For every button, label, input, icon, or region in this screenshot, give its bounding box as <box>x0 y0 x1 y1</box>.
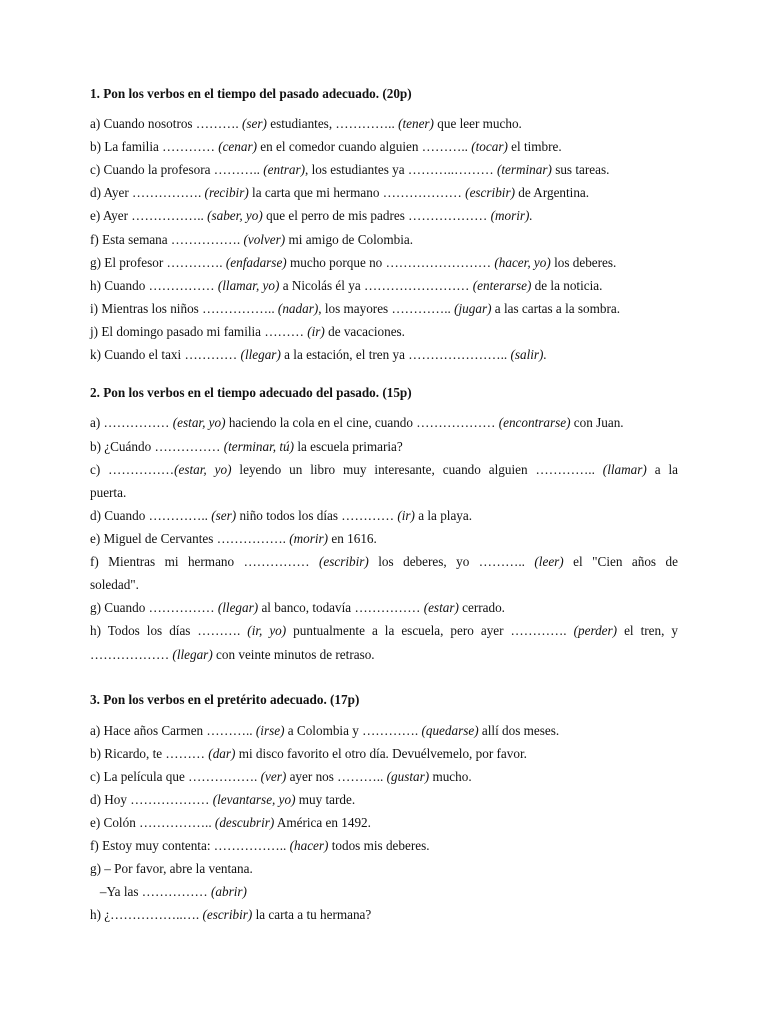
exercise-text: los deberes. <box>550 255 617 270</box>
exercise-text: j) El domingo pasado mi familia ……… <box>90 324 308 339</box>
exercise-text: el "Cien años de <box>563 554 678 569</box>
exercise-text: los deberes, yo ……….. <box>368 554 535 569</box>
exercise-text: de Argentina. <box>514 185 590 200</box>
exercise-text: , los mayores ………….. <box>318 301 455 316</box>
verb-hint: (quedarse) <box>421 723 479 738</box>
exercise-text: América en 1492. <box>274 815 371 830</box>
exercise-text: b) Ricardo, te ……… <box>90 746 209 761</box>
exercise-text: a Colombia y …………. <box>284 723 422 738</box>
verb-hint: (estar, yo) <box>172 415 226 430</box>
exercise-line <box>90 347 547 363</box>
exercise-text: puerta. <box>90 485 127 500</box>
exercise-line <box>90 508 472 524</box>
verb-hint: (tocar) <box>471 139 508 154</box>
exercise-text: b) La familia ………… <box>90 139 219 154</box>
exercise-text: g) El profesor …………. <box>90 255 226 270</box>
verb-hint: (ir) <box>397 508 415 523</box>
exercise-text: c) La película que ……………. <box>90 769 261 784</box>
verb-hint: (salir). <box>510 347 547 362</box>
verb-hint: (estar, yo) <box>174 462 232 477</box>
section-2-title: 2. Pon los verbos en el tiempo adecuado del pasado. (15p) <box>90 385 412 400</box>
exercise-text: e) Colón …………….. <box>90 815 215 830</box>
exercise-text: mi amigo de Colombia. <box>285 232 414 247</box>
verb-hint: (leer) <box>534 554 564 569</box>
exercise-line <box>90 139 562 155</box>
exercise-line <box>90 838 430 854</box>
verb-hint: (terminar, tú) <box>223 439 295 454</box>
exercise-line <box>90 278 602 294</box>
exercise-text: a la estación, el tren ya ………………….. <box>280 347 511 362</box>
verb-hint: (entrar) <box>263 162 305 177</box>
verb-hint: (escribir) <box>318 554 369 569</box>
exercise-text: con veinte minutos de retraso. <box>212 647 375 662</box>
exercise-text: de la noticia. <box>531 278 603 293</box>
exercise-line <box>90 769 472 785</box>
exercise-line <box>90 462 678 478</box>
verb-hint: (ir) <box>307 324 325 339</box>
verb-hint: (tener) <box>398 116 434 131</box>
exercise-text: el tren, y <box>617 623 678 638</box>
exercise-text: que leer mucho. <box>433 116 522 131</box>
exercise-line <box>90 485 126 501</box>
exercise-text: c) …………… <box>90 462 175 477</box>
exercise-text: –Ya las …………… <box>90 884 212 899</box>
verb-hint: (irse) <box>255 723 285 738</box>
exercise-line <box>90 577 139 593</box>
verb-hint: (terminar) <box>496 162 552 177</box>
exercise-line <box>90 723 559 739</box>
exercise-text: ……………… <box>90 647 173 662</box>
verb-hint: (escribir) <box>202 907 253 922</box>
exercise-text: i) Mientras los niños …………….. <box>90 301 278 316</box>
exercise-text: puntualmente a la escuela, pero ayer …………. <box>286 623 574 638</box>
verb-hint: (llamar) <box>602 462 647 477</box>
exercise-text: k) Cuando el taxi ………… <box>90 347 241 362</box>
verb-hint: (cenar) <box>218 139 257 154</box>
exercise-text: allí dos meses. <box>478 723 560 738</box>
verb-hint: (ser) <box>242 116 267 131</box>
verb-hint: (encontrarse) <box>498 415 571 430</box>
exercise-line <box>90 792 355 808</box>
verb-hint: (levantarse, yo) <box>212 792 296 807</box>
verb-hint: (ir, yo) <box>247 623 287 638</box>
verb-hint: (enfadarse) <box>225 255 287 270</box>
exercise-text: mucho porque no …………………… <box>286 255 495 270</box>
exercise-line <box>90 600 505 616</box>
exercise-text: haciendo la cola en el cine, cuando ……………… <box>225 415 499 430</box>
exercise-text: de vacaciones. <box>324 324 405 339</box>
exercise-text: e) Ayer …………….. <box>90 208 208 223</box>
verb-hint: (nadar) <box>277 301 319 316</box>
verb-hint: (ser) <box>211 508 237 523</box>
exercise-text: la escuela primaria? <box>294 439 403 454</box>
verb-hint: (abrir) <box>211 884 247 899</box>
section-3-title: 3. Pon los verbos en el pretérito adecuado. (17p) <box>90 692 360 707</box>
exercise-line <box>90 861 253 877</box>
exercise-text: g) – Por favor, abre la ventana. <box>90 861 253 876</box>
exercise-line <box>90 185 589 201</box>
exercise-line <box>90 531 377 547</box>
verb-hint: (descubrir) <box>214 815 275 830</box>
exercise-text: f) Estoy muy contenta: …………….. <box>90 838 290 853</box>
exercise-line <box>90 232 413 248</box>
exercise-line <box>90 324 405 340</box>
exercise-text: en 1616. <box>328 531 377 546</box>
exercise-line <box>90 439 403 455</box>
exercise-text: sus tareas. <box>551 162 610 177</box>
exercise-text: d) Cuando ………….. <box>90 508 212 523</box>
verb-hint: (llegar) <box>217 600 259 615</box>
exercise-text: que el perro de mis padres ……………… <box>262 208 491 223</box>
section-1-title: 1. Pon los verbos en el tiempo del pasado adecuado. (20p) <box>90 86 412 101</box>
exercise-text: d) Ayer ……………. <box>90 185 205 200</box>
exercise-text: f) Mientras mi hermano …………… <box>90 554 319 569</box>
exercise-text: a) …………… <box>90 415 173 430</box>
exercise-line <box>90 554 678 570</box>
exercise-line <box>90 623 678 639</box>
exercise-text: todos mis deberes. <box>328 838 430 853</box>
verb-hint: (saber, yo) <box>207 208 263 223</box>
exercise-text: mi disco favorito el otro día. Devuélvemelo, por favor. <box>235 746 527 761</box>
verb-hint: (jugar) <box>454 301 492 316</box>
exercise-text: h) Todos los días ………. <box>90 623 248 638</box>
exercise-text: e) Miguel de Cervantes ……………. <box>90 531 290 546</box>
verb-hint: (escribir) <box>465 185 515 200</box>
exercise-line <box>90 907 371 923</box>
verb-hint: (perder) <box>573 623 618 638</box>
exercise-line <box>90 884 247 900</box>
exercise-text: a la playa. <box>414 508 473 523</box>
verb-hint: (volver) <box>243 232 286 247</box>
exercise-text: a Nicolás él ya …………………… <box>279 278 473 293</box>
exercise-line <box>90 208 533 224</box>
verb-hint: (recibir) <box>204 185 249 200</box>
exercise-text: niño todos los días ………… <box>236 508 398 523</box>
exercise-line <box>90 815 371 831</box>
exercise-text: al banco, todavía …………… <box>258 600 424 615</box>
verb-hint: (ver) <box>260 769 287 784</box>
exercise-text: en el comedor cuando alguien ……….. <box>257 139 472 154</box>
exercise-text: f) Esta semana ……………. <box>90 232 244 247</box>
verb-hint: (morir). <box>490 208 533 223</box>
exercise-text: mucho. <box>429 769 472 784</box>
verb-hint: (enterarse) <box>472 278 532 293</box>
verb-hint: (estar) <box>423 600 459 615</box>
verb-hint: (llegar) <box>172 647 213 662</box>
exercise-text: a las cartas a la sombra. <box>491 301 621 316</box>
exercise-text: cerrado. <box>458 600 505 615</box>
verb-hint: (hacer) <box>289 838 329 853</box>
exercise-text: b) ¿Cuándo …………… <box>90 439 224 454</box>
verb-hint: (gustar) <box>386 769 430 784</box>
exercise-line <box>90 746 527 762</box>
exercise-text: d) Hoy ……………… <box>90 792 213 807</box>
exercise-text: el timbre. <box>507 139 562 154</box>
verb-hint: (hacer, yo) <box>494 255 551 270</box>
exercise-line <box>90 415 624 431</box>
exercise-line <box>90 647 375 663</box>
exercise-text: , los estudiantes ya ………..……… <box>305 162 497 177</box>
exercise-text: estudiantes, ………….. <box>266 116 399 131</box>
exercise-text: c) Cuando la profesora ……….. <box>90 162 264 177</box>
exercise-text: a) Hace años Carmen ……….. <box>90 723 256 738</box>
exercise-text: h) Cuando …………… <box>90 278 218 293</box>
exercise-text: soledad". <box>90 577 139 592</box>
exercise-text: a) Cuando nosotros ………. <box>90 116 243 131</box>
verb-hint: (llamar, yo) <box>217 278 280 293</box>
exercise-text: la carta que mi hermano ……………… <box>248 185 466 200</box>
verb-hint: (morir) <box>289 531 329 546</box>
exercise-line <box>90 162 609 178</box>
verb-hint: (dar) <box>208 746 236 761</box>
exercise-text: la carta a tu hermana? <box>252 907 372 922</box>
exercise-text: a la <box>646 462 678 477</box>
verb-hint: (llegar) <box>240 347 281 362</box>
exercise-text: h) ¿……………..…. <box>90 907 203 922</box>
exercise-line <box>90 301 620 317</box>
exercise-line <box>90 116 522 132</box>
exercise-text: leyendo un libro muy interesante, cuando alguien ………….. <box>231 462 603 477</box>
exercise-text: muy tarde. <box>295 792 356 807</box>
exercise-line <box>90 255 616 271</box>
exercise-text: g) Cuando …………… <box>90 600 218 615</box>
exercise-text: con Juan. <box>570 415 624 430</box>
exercise-text: ayer nos ……….. <box>286 769 387 784</box>
